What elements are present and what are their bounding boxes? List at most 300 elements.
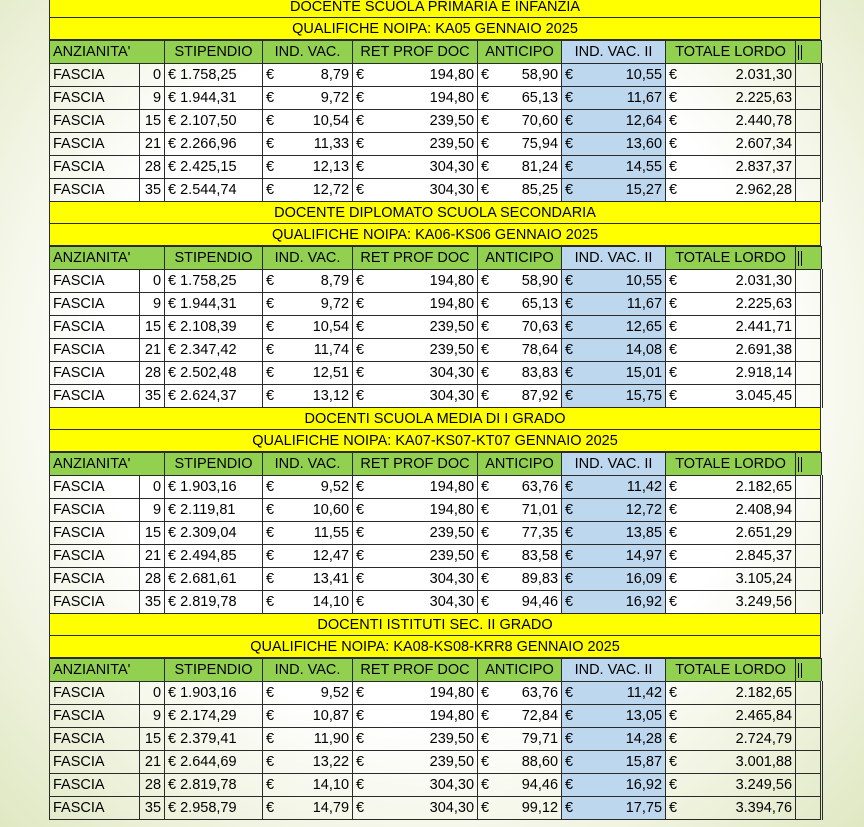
section-subtitle: QUALIFICHE NOIPA: KA06-KS06 GENNAIO 2025: [49, 224, 821, 246]
table-row: [50, 179, 822, 202]
anticipo-value: 87,92: [521, 388, 559, 404]
header-extra-column: [796, 41, 822, 64]
anticipo-value: 79,71: [521, 731, 559, 747]
header-ret-prof-doc: RET PROF DOC: [353, 41, 478, 64]
totale-lordo-value: 3.249,56: [735, 777, 793, 793]
currency-symbol: €: [356, 800, 365, 816]
extra-cell: [796, 522, 822, 545]
currency-symbol: €: [481, 159, 490, 175]
currency-symbol: €: [266, 685, 275, 701]
ret-prof-doc-value: 194,80: [429, 296, 475, 312]
ret-prof-doc-value: 304,30: [429, 594, 475, 610]
fascia-cell: FASCIA: [50, 385, 140, 408]
ind-vac-value: 14,79: [312, 800, 350, 816]
salary-section: [49, 0, 821, 202]
anticipo-cell: [478, 476, 562, 499]
ret-prof-doc-cell: [353, 110, 478, 133]
currency-symbol: €: [565, 479, 574, 495]
currency-symbol: €: [669, 777, 678, 793]
currency-symbol: €: [669, 159, 678, 175]
anni-cell: 15: [140, 522, 165, 545]
header-anzianita: ANZIANITA': [50, 41, 165, 64]
ind-vac-value: 8,79: [320, 273, 350, 289]
currency-symbol: €: [669, 342, 678, 358]
totale-lordo-cell: [666, 133, 796, 156]
ind-vac-ii-value: 11,42: [626, 479, 663, 495]
ret-prof-doc-cell: [353, 316, 478, 339]
ind-vac-ii-cell: [562, 110, 666, 133]
ind-vac-cell: [263, 87, 353, 110]
ret-prof-doc-value: 239,50: [429, 113, 475, 129]
currency-symbol: €: [669, 273, 678, 289]
anni-cell: 0: [140, 64, 165, 87]
ret-prof-doc-cell: [353, 774, 478, 797]
table-row: [50, 476, 822, 499]
currency-symbol: €: [356, 525, 365, 541]
anticipo-value: 63,76: [521, 685, 559, 701]
header-stipendio: STIPENDIO: [165, 247, 263, 270]
totale-lordo-cell: [666, 385, 796, 408]
fascia-cell: FASCIA: [50, 545, 140, 568]
stipendio-cell: € 2.347,42: [165, 339, 263, 362]
currency-symbol: €: [565, 731, 574, 747]
stipendio-cell: € 2.624,37: [165, 385, 263, 408]
currency-symbol: €: [356, 319, 365, 335]
anticipo-value: 70,63: [521, 319, 559, 335]
ind-vac-value: 10,54: [312, 113, 350, 129]
currency-symbol: €: [565, 113, 574, 129]
anticipo-value: 78,64: [521, 342, 559, 358]
currency-symbol: €: [481, 571, 490, 587]
ind-vac-cell: [263, 751, 353, 774]
extra-cell: [796, 751, 822, 774]
currency-symbol: €: [266, 296, 275, 312]
currency-symbol: €: [356, 159, 365, 175]
anni-cell: 21: [140, 751, 165, 774]
anni-cell: 21: [140, 545, 165, 568]
ret-prof-doc-value: 194,80: [429, 479, 475, 495]
currency-symbol: €: [481, 777, 490, 793]
anticipo-cell: [478, 774, 562, 797]
ind-vac-cell: [263, 728, 353, 751]
header-totale-lordo: TOTALE LORDO: [666, 659, 796, 682]
ret-prof-doc-value: 239,50: [429, 754, 475, 770]
ind-vac-value: 12,51: [312, 365, 350, 381]
salary-table: [49, 246, 823, 408]
stipendio-cell: € 1.944,31: [165, 293, 263, 316]
ind-vac-value: 9,52: [320, 479, 350, 495]
totale-lordo-cell: [666, 362, 796, 385]
ind-vac-ii-value: 13,05: [625, 708, 663, 724]
table-row: [50, 362, 822, 385]
ret-prof-doc-cell: [353, 797, 478, 820]
ret-prof-doc-value: 194,80: [429, 273, 475, 289]
fascia-cell: FASCIA: [50, 110, 140, 133]
fascia-cell: FASCIA: [50, 87, 140, 110]
header-row: [50, 247, 822, 270]
currency-symbol: €: [481, 67, 490, 83]
currency-symbol: €: [565, 754, 574, 770]
anticipo-value: 94,46: [521, 777, 559, 793]
ret-prof-doc-cell: [353, 591, 478, 614]
currency-symbol: €: [266, 388, 275, 404]
totale-lordo-value: 3.394,76: [735, 800, 793, 816]
stipendio-cell: € 1.903,16: [165, 682, 263, 705]
ind-vac-ii-cell: [562, 797, 666, 820]
table-row: [50, 110, 822, 133]
header-anzianita: ANZIANITA': [50, 247, 165, 270]
currency-symbol: €: [565, 594, 574, 610]
anticipo-cell: [478, 362, 562, 385]
currency-symbol: €: [356, 731, 365, 747]
ind-vac-ii-cell: [562, 591, 666, 614]
currency-symbol: €: [266, 525, 275, 541]
currency-symbol: €: [669, 296, 678, 312]
table-row: [50, 591, 822, 614]
currency-symbol: €: [565, 342, 574, 358]
currency-symbol: €: [356, 708, 365, 724]
anticipo-cell: [478, 316, 562, 339]
ind-vac-value: 10,87: [312, 708, 350, 724]
totale-lordo-value: 3.105,24: [735, 571, 793, 587]
ret-prof-doc-value: 239,50: [429, 342, 475, 358]
anticipo-value: 99,12: [521, 800, 559, 816]
ind-vac-value: 12,72: [312, 182, 350, 198]
currency-symbol: €: [266, 800, 275, 816]
ind-vac-cell: [263, 705, 353, 728]
anticipo-value: 58,90: [521, 273, 559, 289]
ind-vac-value: 12,13: [312, 159, 350, 175]
ind-vac-cell: [263, 156, 353, 179]
extra-cell: [796, 110, 822, 133]
currency-symbol: €: [481, 136, 490, 152]
anticipo-cell: [478, 499, 562, 522]
fascia-cell: FASCIA: [50, 476, 140, 499]
header-extra-column: [796, 659, 822, 682]
ind-vac-cell: [263, 522, 353, 545]
fascia-cell: FASCIA: [50, 316, 140, 339]
section-subtitle: QUALIFICHE NOIPA: KA07-KS07-KT07 GENNAIO 2025: [49, 430, 821, 452]
extra-cell: [796, 476, 822, 499]
header-ind-vac: IND. VAC.: [263, 453, 353, 476]
stipendio-cell: € 2.502,48: [165, 362, 263, 385]
ind-vac-value: 11,55: [313, 525, 350, 541]
extra-cell: [796, 156, 822, 179]
ind-vac-ii-cell: [562, 64, 666, 87]
stipendio-cell: € 2.819,78: [165, 591, 263, 614]
ind-vac-ii-value: 10,55: [625, 273, 663, 289]
anni-cell: 28: [140, 156, 165, 179]
totale-lordo-cell: [666, 774, 796, 797]
anticipo-cell: [478, 133, 562, 156]
currency-symbol: €: [356, 754, 365, 770]
header-anticipo: ANTICIPO: [478, 41, 562, 64]
anticipo-value: 58,90: [521, 67, 559, 83]
fascia-cell: FASCIA: [50, 751, 140, 774]
anni-cell: 9: [140, 293, 165, 316]
anticipo-cell: [478, 751, 562, 774]
table-row: [50, 499, 822, 522]
extra-cell: [796, 133, 822, 156]
anni-cell: 35: [140, 179, 165, 202]
stipendio-cell: € 2.379,41: [165, 728, 263, 751]
totale-lordo-cell: [666, 110, 796, 133]
currency-symbol: €: [669, 548, 678, 564]
anticipo-value: 89,83: [521, 571, 559, 587]
ind-vac-cell: [263, 110, 353, 133]
currency-symbol: €: [266, 182, 275, 198]
extra-cell: [796, 385, 822, 408]
anni-cell: 35: [140, 385, 165, 408]
salary-table: [49, 452, 823, 614]
ret-prof-doc-value: 239,50: [429, 731, 475, 747]
ind-vac-ii-cell: [562, 293, 666, 316]
table-row: [50, 156, 822, 179]
ind-vac-ii-value: 11,67: [626, 296, 663, 312]
currency-symbol: €: [481, 502, 490, 518]
header-ind-vac-ii: IND. VAC. II: [562, 247, 666, 270]
ret-prof-doc-value: 239,50: [429, 548, 475, 564]
currency-symbol: €: [669, 754, 678, 770]
ind-vac-ii-value: 15,27: [625, 182, 663, 198]
ind-vac-ii-cell: [562, 385, 666, 408]
header-ret-prof-doc: RET PROF DOC: [353, 453, 478, 476]
ret-prof-doc-cell: [353, 682, 478, 705]
currency-symbol: €: [266, 67, 275, 83]
ind-vac-value: 9,72: [320, 296, 350, 312]
ret-prof-doc-value: 194,80: [429, 67, 475, 83]
ret-prof-doc-cell: [353, 705, 478, 728]
ind-vac-ii-value: 15,75: [625, 388, 663, 404]
ind-vac-cell: [263, 774, 353, 797]
table-row: [50, 316, 822, 339]
currency-symbol: €: [669, 571, 678, 587]
fascia-cell: FASCIA: [50, 64, 140, 87]
table-row: [50, 270, 822, 293]
ind-vac-ii-cell: [562, 568, 666, 591]
totale-lordo-value: 2.962,28: [735, 182, 793, 198]
extra-cell: [796, 774, 822, 797]
section-subtitle: QUALIFICHE NOIPA: KA05 GENNAIO 2025: [49, 18, 821, 40]
totale-lordo-value: 3.249,56: [735, 594, 793, 610]
currency-symbol: €: [266, 777, 275, 793]
ret-prof-doc-cell: [353, 87, 478, 110]
ind-vac-value: 11,33: [313, 136, 350, 152]
anticipo-cell: [478, 797, 562, 820]
currency-symbol: €: [356, 342, 365, 358]
totale-lordo-cell: [666, 797, 796, 820]
ind-vac-ii-value: 15,01: [625, 365, 663, 381]
ind-vac-value: 11,90: [313, 731, 350, 747]
anticipo-value: 70,60: [521, 113, 559, 129]
ind-vac-ii-value: 11,67: [626, 90, 663, 106]
ind-vac-ii-value: 13,85: [625, 525, 663, 541]
anticipo-cell: [478, 522, 562, 545]
ind-vac-ii-cell: [562, 499, 666, 522]
fascia-cell: FASCIA: [50, 705, 140, 728]
anticipo-value: 77,35: [521, 525, 559, 541]
section-title: DOCENTE SCUOLA PRIMARIA E INFANZIA: [49, 0, 821, 18]
extra-cell: [796, 499, 822, 522]
ret-prof-doc-value: 239,50: [429, 136, 475, 152]
anticipo-cell: [478, 339, 562, 362]
currency-symbol: €: [356, 296, 365, 312]
table-row: [50, 385, 822, 408]
salary-section: [49, 614, 821, 820]
anni-cell: 9: [140, 499, 165, 522]
ret-prof-doc-cell: [353, 362, 478, 385]
anticipo-cell: [478, 87, 562, 110]
totale-lordo-value: 2.607,34: [735, 136, 793, 152]
table-row: [50, 545, 822, 568]
ind-vac-ii-cell: [562, 179, 666, 202]
ind-vac-ii-cell: [562, 705, 666, 728]
ret-prof-doc-cell: [353, 476, 478, 499]
ind-vac-ii-value: 17,75: [625, 800, 663, 816]
ind-vac-ii-cell: [562, 545, 666, 568]
currency-symbol: €: [481, 548, 490, 564]
ind-vac-cell: [263, 476, 353, 499]
ind-vac-ii-value: 10,55: [625, 67, 663, 83]
ind-vac-value: 11,74: [313, 342, 350, 358]
ret-prof-doc-cell: [353, 568, 478, 591]
table-row: [50, 339, 822, 362]
anticipo-cell: [478, 179, 562, 202]
currency-symbol: €: [669, 113, 678, 129]
header-ind-vac-ii: IND. VAC. II: [562, 659, 666, 682]
ind-vac-cell: [263, 362, 353, 385]
anticipo-cell: [478, 270, 562, 293]
header-row: [50, 453, 822, 476]
ind-vac-ii-cell: [562, 682, 666, 705]
ind-vac-ii-cell: [562, 476, 666, 499]
ind-vac-value: 9,72: [320, 90, 350, 106]
header-totale-lordo: TOTALE LORDO: [666, 247, 796, 270]
table-row: [50, 705, 822, 728]
anticipo-value: 65,13: [521, 296, 559, 312]
ind-vac-ii-value: 12,72: [625, 502, 663, 518]
totale-lordo-cell: [666, 728, 796, 751]
totale-lordo-cell: [666, 64, 796, 87]
ret-prof-doc-cell: [353, 156, 478, 179]
currency-symbol: €: [669, 594, 678, 610]
currency-symbol: €: [481, 800, 490, 816]
ret-prof-doc-value: 304,30: [429, 388, 475, 404]
totale-lordo-cell: [666, 522, 796, 545]
ind-vac-cell: [263, 339, 353, 362]
ind-vac-value: 13,41: [312, 571, 350, 587]
header-ind-vac: IND. VAC.: [263, 659, 353, 682]
ret-prof-doc-cell: [353, 522, 478, 545]
currency-symbol: €: [481, 388, 490, 404]
totale-lordo-value: 2.031,30: [735, 273, 793, 289]
totale-lordo-cell: [666, 751, 796, 774]
totale-lordo-cell: [666, 545, 796, 568]
currency-symbol: €: [565, 548, 574, 564]
stipendio-cell: € 2.544,74: [165, 179, 263, 202]
ind-vac-value: 12,47: [312, 548, 350, 564]
stipendio-cell: € 2.494,85: [165, 545, 263, 568]
totale-lordo-value: 3.045,45: [735, 388, 793, 404]
ret-prof-doc-cell: [353, 339, 478, 362]
header-extra-column: [796, 453, 822, 476]
ind-vac-value: 13,22: [312, 754, 350, 770]
fascia-cell: FASCIA: [50, 682, 140, 705]
extra-cell: [796, 591, 822, 614]
salary-spreadsheet: [49, 0, 821, 820]
anni-cell: 35: [140, 797, 165, 820]
stipendio-cell: € 1.903,16: [165, 476, 263, 499]
currency-symbol: €: [356, 502, 365, 518]
currency-symbol: €: [356, 113, 365, 129]
ret-prof-doc-cell: [353, 179, 478, 202]
currency-symbol: €: [266, 731, 275, 747]
totale-lordo-value: 2.465,84: [735, 708, 793, 724]
section-title: DOCENTI SCUOLA MEDIA DI I GRADO: [49, 408, 821, 430]
table-row: [50, 293, 822, 316]
currency-symbol: €: [481, 754, 490, 770]
anni-cell: 9: [140, 705, 165, 728]
currency-symbol: €: [481, 319, 490, 335]
ret-prof-doc-value: 239,50: [429, 525, 475, 541]
currency-symbol: €: [356, 90, 365, 106]
anticipo-cell: [478, 591, 562, 614]
currency-symbol: €: [669, 388, 678, 404]
ind-vac-ii-value: 11,42: [626, 685, 663, 701]
currency-symbol: €: [669, 502, 678, 518]
header-totale-lordo: TOTALE LORDO: [666, 41, 796, 64]
ind-vac-value: 13,12: [312, 388, 350, 404]
currency-symbol: €: [565, 159, 574, 175]
header-anticipo: ANTICIPO: [478, 453, 562, 476]
anticipo-cell: [478, 156, 562, 179]
extra-cell: [796, 545, 822, 568]
ret-prof-doc-value: 304,30: [429, 777, 475, 793]
ind-vac-ii-cell: [562, 87, 666, 110]
section-subtitle: QUALIFICHE NOIPA: KA08-KS08-KRR8 GENNAIO 2025: [49, 636, 821, 658]
anticipo-cell: [478, 64, 562, 87]
currency-symbol: €: [356, 273, 365, 289]
currency-symbol: €: [356, 548, 365, 564]
ind-vac-ii-value: 14,97: [625, 548, 663, 564]
salary-table: [49, 658, 823, 820]
ind-vac-ii-value: 16,92: [625, 777, 663, 793]
totale-lordo-value: 2.225,63: [735, 296, 793, 312]
currency-symbol: €: [565, 571, 574, 587]
currency-symbol: €: [669, 136, 678, 152]
extra-cell: [796, 339, 822, 362]
anticipo-cell: [478, 385, 562, 408]
ind-vac-cell: [263, 385, 353, 408]
currency-symbol: €: [565, 388, 574, 404]
stipendio-cell: € 1.758,25: [165, 270, 263, 293]
fascia-cell: FASCIA: [50, 293, 140, 316]
anticipo-value: 75,94: [521, 136, 559, 152]
currency-symbol: €: [565, 685, 574, 701]
currency-symbol: €: [669, 525, 678, 541]
totale-lordo-cell: [666, 270, 796, 293]
stipendio-cell: € 1.944,31: [165, 87, 263, 110]
currency-symbol: €: [266, 319, 275, 335]
totale-lordo-cell: [666, 179, 796, 202]
header-row: [50, 659, 822, 682]
totale-lordo-cell: [666, 156, 796, 179]
currency-symbol: €: [356, 571, 365, 587]
currency-symbol: €: [565, 90, 574, 106]
salary-section: [49, 408, 821, 614]
table-row: [50, 87, 822, 110]
header-ind-vac: IND. VAC.: [263, 41, 353, 64]
